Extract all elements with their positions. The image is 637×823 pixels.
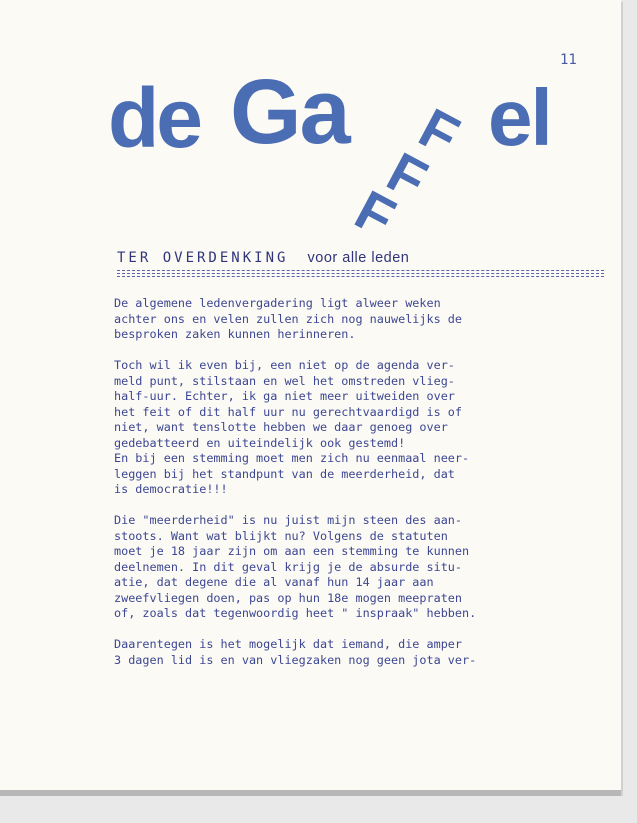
text-line: Toch wil ik even bij, een niet op de agenda ver-: [114, 358, 455, 372]
text-line: meld punt, stilstaan en wel het omstreden vlieg-: [114, 373, 455, 388]
text-line: is democratie!!!: [114, 482, 228, 496]
paragraph: [114, 637, 614, 668]
heading-sub: voor alle leden: [307, 250, 410, 266]
text-line: gedebatteerd en uiteindelijk ook gestemd!: [114, 435, 406, 450]
text-line: deelnemen. In dit geval krijg je de absurde situ-: [114, 559, 463, 574]
text-line: achter ons en velen zullen zich nog nauwelijks de: [114, 311, 463, 326]
text-line: moet je 18 jaar zijn om aan een stemming te kunnen: [114, 544, 470, 558]
article-heading: [117, 247, 409, 266]
text-line: zweefvliegen doen, pas op hun 18e mogen meepraten: [114, 590, 463, 605]
paragraph: [114, 513, 614, 622]
text-line: niet, want tenslotte hebben we daar genoeg over: [114, 420, 448, 434]
paragraph: [114, 296, 614, 343]
text-line: half-uur. Echter, ik ga niet meer uitweiden over: [114, 389, 455, 403]
heading-rule: [117, 276, 604, 277]
text-line: stoots. Want wat blijkt nu? Volgens de statuten: [114, 528, 448, 543]
logo-falling-f: F: [409, 95, 470, 168]
heading-main: TER OVERDENKING: [117, 250, 289, 266]
logo-falling-f: F: [377, 139, 438, 212]
text-line: atie, dat degene die al vanaf hun 14 jaar aan: [114, 575, 434, 589]
page-number: 11: [560, 52, 577, 68]
text-line: De algemene ledenvergadering ligt alweer weken: [114, 296, 441, 310]
text-line: Die "meerderheid" is nu juist mijn steen des aan-: [114, 513, 463, 527]
article-body: [114, 296, 614, 684]
text-line: of, zoals dat tegenwoordig heet " inspraak" hebben.: [114, 606, 477, 620]
page-bottom-edge: [0, 790, 621, 796]
heading-rule: [117, 270, 604, 271]
text-line: Daarentegen is het mogelijk dat iemand, die amper: [114, 637, 463, 651]
text-line: het feit of dit half uur nu gerechtvaardigd is of: [114, 404, 463, 419]
logo-ga: Ga: [230, 61, 349, 163]
logo-de: de: [108, 71, 201, 165]
paragraph: [114, 358, 614, 498]
heading-rule: [117, 273, 604, 274]
text-line: leggen bij het standpunt van de meerderheid, dat: [114, 466, 455, 481]
text-line: besproken zaken kunnen herinneren.: [114, 327, 356, 341]
text-line: En bij een stemming moet men zich nu eenmaal neer-: [114, 451, 470, 465]
logo-falling-f: F: [345, 177, 406, 250]
logo-el: el: [488, 73, 551, 162]
text-line: 3 dagen lid is en van vliegzaken nog geen jota ver-: [114, 652, 477, 667]
